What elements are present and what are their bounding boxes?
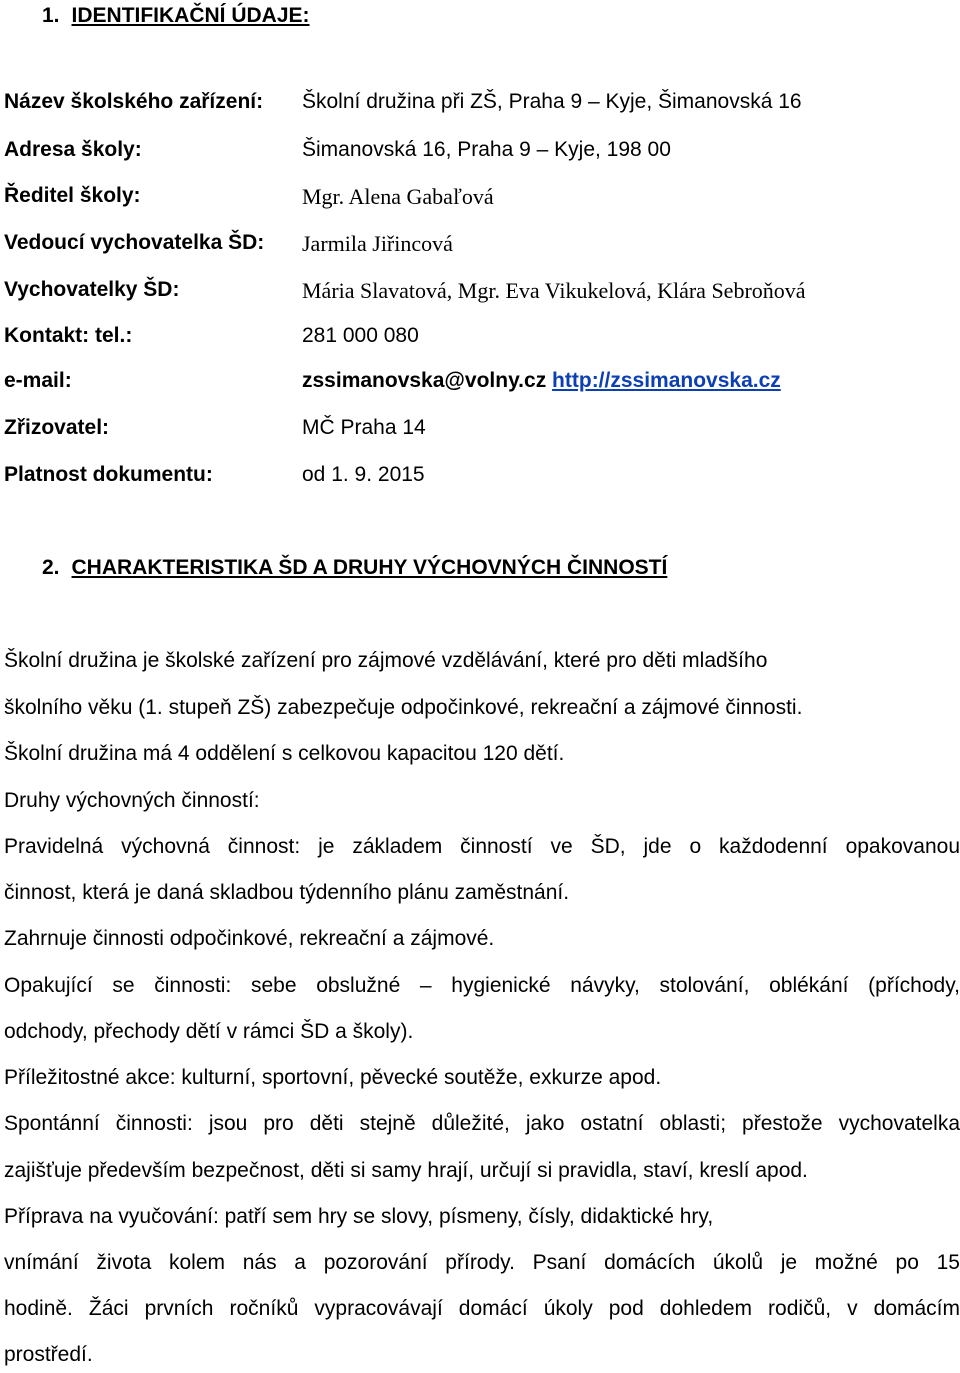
field-row-phone (0, 324, 960, 354)
field-row-school-address (0, 138, 960, 168)
field-label: Vedoucí vychovatelka ŠD: (4, 231, 265, 254)
paragraph-line: Příležitostné akce: kulturní, sportovní, pěvecké soutěže, exkurze apod. (4, 1066, 662, 1089)
paragraph-line: školního věku (1. stupeň ZŠ) zabezpečuje odpočinkové, rekreační a zájmové činnosti. (4, 696, 803, 719)
field-label: Platnost dokumentu: (4, 463, 213, 486)
paragraph-line: Opakující se činnosti: sebe obslužné – hygienické návyky, stolování, oblékání (příchody, (4, 974, 960, 997)
paragraph-line: zajišťuje především bezpečnost, děti si samy hrají, určují si pravidla, staví, kreslí apod. (4, 1159, 808, 1182)
paragraph-line: Pravidelná výchovná činnost: je základem činností ve ŠD, jde o každodenní opakovanou (4, 835, 960, 858)
field-value: MČ Praha 14 (302, 416, 426, 439)
field-row-email (0, 369, 960, 399)
field-value: Mgr. Alena Gabaľová (302, 184, 494, 209)
section-title: CHARAKTERISTIKA ŠD A DRUHY VÝCHOVNÝCH ČINNOSTÍ (71, 556, 668, 579)
paragraph-line: hodině. Žáci prvních ročníků vypracovávají domácí úkoly pod dohledem rodičů, v domácím (4, 1297, 960, 1320)
paragraph-line: vnímání života kolem nás a pozorování přírody. Psaní domácích úkolů je možné po 15 (4, 1251, 960, 1274)
field-row-head-educator (0, 231, 960, 261)
paragraph-line: Spontánní činnosti: jsou pro děti stejně důležité, jako ostatní oblasti; přestože vychovatelka (4, 1112, 960, 1135)
field-value (302, 369, 781, 393)
paragraph-line: Druhy výchovných činností: (4, 789, 260, 812)
field-row-facility-name (0, 90, 960, 120)
paragraph-line: Zahrnuje činnosti odpočinkové, rekreační a zájmové. (4, 927, 495, 950)
paragraph-line: Školní družina má 4 oddělení s celkovou kapacitou 120 dětí. (4, 742, 565, 765)
field-label: Název školského zařízení: (4, 90, 264, 113)
website-link[interactable]: http://zssimanovska.cz (552, 369, 781, 392)
field-value: Jarmila Jiřincová (302, 231, 453, 256)
paragraph-line: odchody, přechody dětí v rámci ŠD a školy). (4, 1020, 414, 1043)
paragraph-line: prostředí. (4, 1343, 93, 1366)
field-row-principal (0, 184, 960, 214)
section-number: 2. (42, 556, 60, 579)
email-address: zssimanovska@volny.cz (302, 369, 547, 392)
field-value: 281 000 080 (302, 324, 419, 347)
field-row-validity (0, 463, 960, 493)
field-value: Školní družina při ZŠ, Praha 9 – Kyje, Šimanovská 16 (302, 90, 802, 113)
field-value: od 1. 9. 2015 (302, 463, 425, 486)
field-label: Adresa školy: (4, 138, 142, 161)
paragraph-line: Školní družina je školské zařízení pro zájmové vzdělávání, které pro děti mladšího (4, 649, 768, 672)
section-number: 1. (42, 4, 60, 27)
field-label: Vychovatelky ŠD: (4, 278, 180, 301)
section-title: IDENTIFIKAČNÍ ÚDAJE: (71, 4, 310, 27)
paragraph-line: Příprava na vyučování: patří sem hry se slovy, písmeny, čísly, didaktické hry, (4, 1205, 714, 1228)
field-row-founder (0, 416, 960, 446)
field-label: Zřizovatel: (4, 416, 110, 439)
field-label: Ředitel školy: (4, 184, 141, 207)
field-label: Kontakt: tel.: (4, 324, 133, 347)
field-row-educators (0, 278, 960, 308)
paragraph-line: činnost, která je daná skladbou týdenního plánu zaměstnání. (4, 881, 570, 904)
section-heading-characteristics (42, 556, 667, 580)
field-value: Mária Slavatová, Mgr. Eva Vikukelová, Klára Sebroňová (302, 278, 806, 303)
field-label: e-mail: (4, 369, 72, 392)
field-value: Šimanovská 16, Praha 9 – Kyje, 198 00 (302, 138, 671, 161)
section-heading-identification (42, 4, 310, 28)
